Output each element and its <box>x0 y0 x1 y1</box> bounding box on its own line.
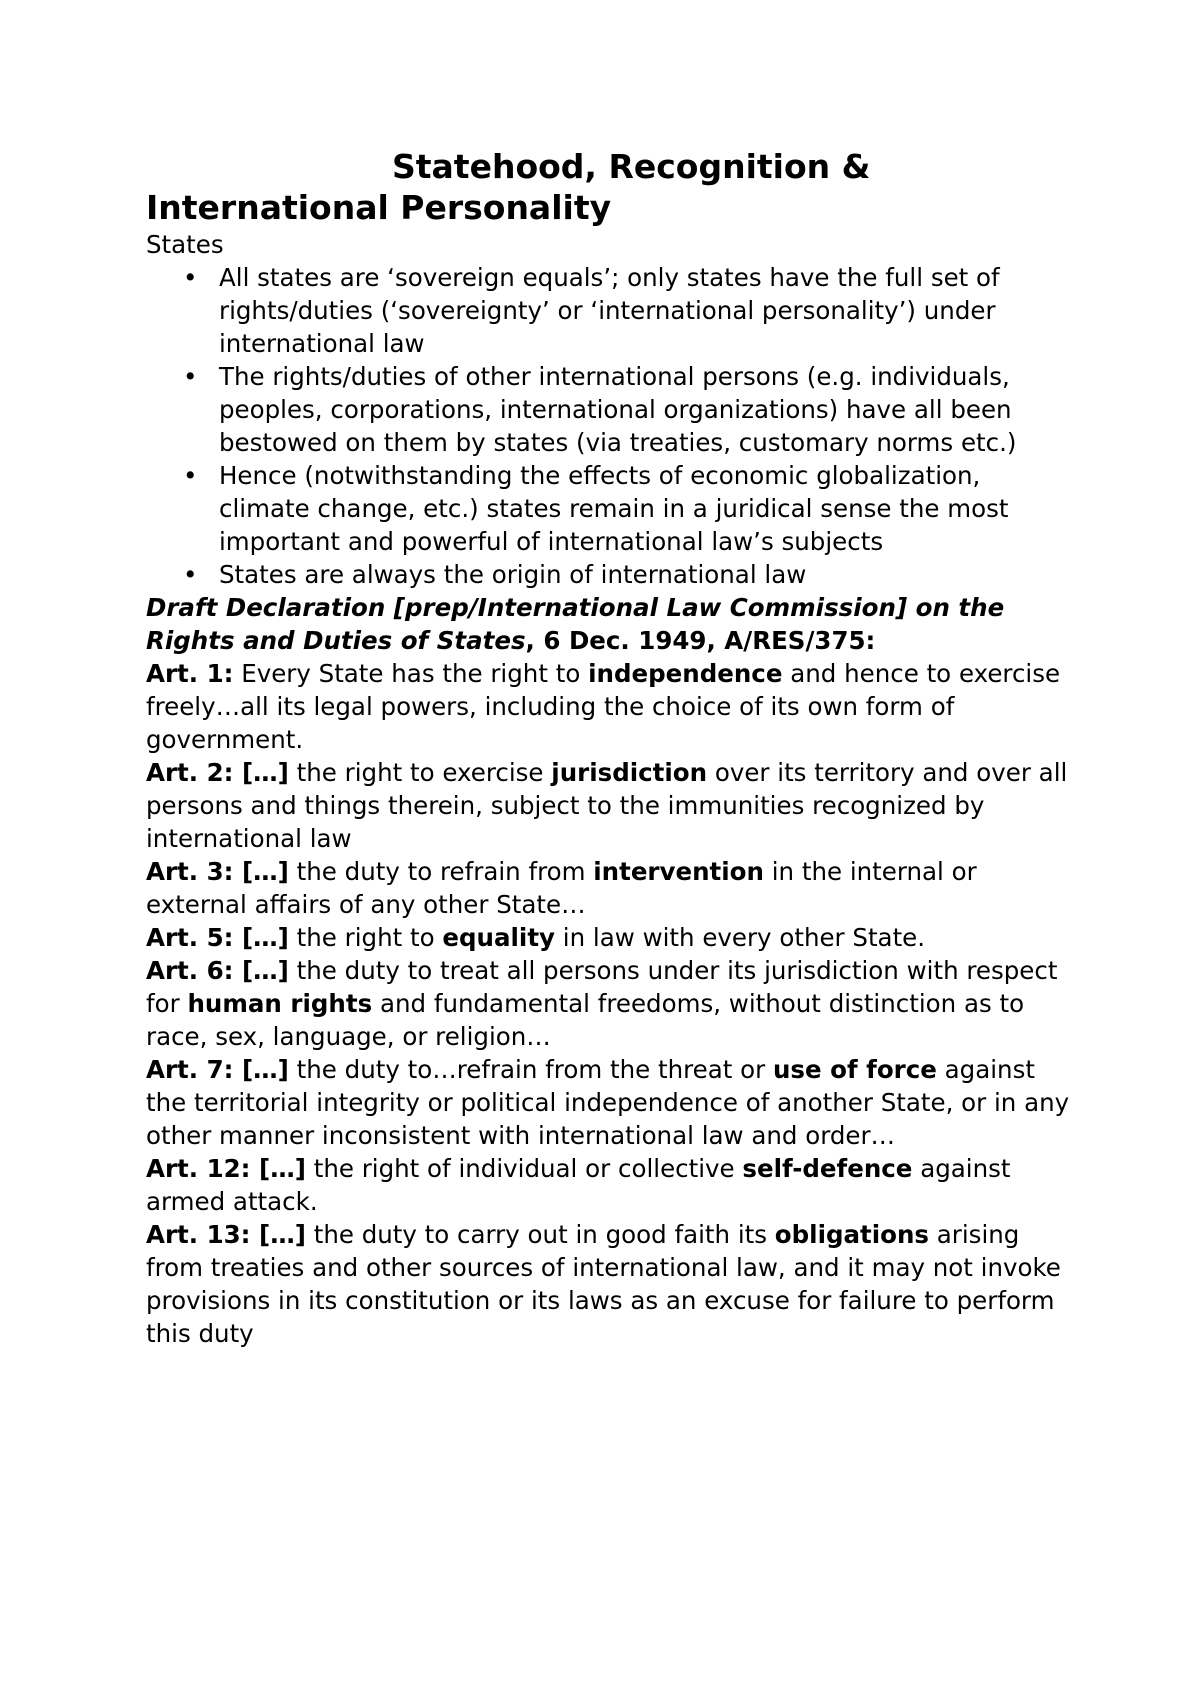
article-key-term: self-defence <box>742 1154 913 1183</box>
declaration-heading <box>146 591 1076 657</box>
bullet-icon: • <box>183 263 198 292</box>
article-text: the duty to…refrain from the threat or <box>288 1055 773 1084</box>
article-text: the right to <box>288 923 443 952</box>
article-text: against armed attack. <box>146 1154 1011 1216</box>
article-label: Art. 5: […] <box>146 923 289 952</box>
article-key-term: equality <box>442 923 556 952</box>
article-1 <box>146 657 1076 756</box>
list-item <box>146 459 1076 558</box>
article-key-term: jurisdiction <box>551 758 708 787</box>
article-key-term: obligations <box>774 1220 929 1249</box>
title-line-1: Statehood, Recognition & <box>392 147 871 186</box>
article-text: Every State has the right to <box>233 659 589 688</box>
article-key-term: use of force <box>772 1055 937 1084</box>
article-label: Art. 2: […] <box>146 758 289 787</box>
article-text: the duty to carry out in good faith its <box>305 1220 775 1249</box>
article-12 <box>146 1152 1076 1218</box>
bullet-text: Hence (notwithstanding the effects of economic globalization, climate change, etc.) states remain in a juridical sense the most important and powerful of international law’s subjects <box>219 461 1009 556</box>
article-text: the duty to refrain from <box>288 857 594 886</box>
article-key-term: intervention <box>593 857 764 886</box>
article-text: in law with every other State. <box>555 923 926 952</box>
states-bullet-list <box>146 261 1076 591</box>
bullet-text: States are always the origin of international law <box>219 560 807 589</box>
article-text: arising from treaties and other sources of international law, and it may not invoke provisions in its constitution or its laws as an excuse for failure to perform this duty <box>146 1220 1061 1348</box>
declaration-title: Draft Declaration [prep/International Law Commission] on the Rights and Duties of States <box>146 593 1005 655</box>
document-body <box>146 146 1076 1350</box>
article-label: Art. 1: <box>146 659 234 688</box>
article-label: Art. 13: […] <box>146 1220 306 1249</box>
list-item <box>146 360 1076 459</box>
article-text: the duty to treat all persons under its jurisdiction with respect for <box>146 956 1058 1018</box>
article-5 <box>146 921 1076 954</box>
list-item <box>146 261 1076 360</box>
bullet-icon: • <box>183 560 198 589</box>
article-text: in the internal or external affairs of any other State… <box>146 857 977 919</box>
title-line-2: International Personality <box>146 188 612 227</box>
declaration-date: , 6 Dec. 1949, A/RES/375: <box>525 626 876 655</box>
article-label: Art. 12: […] <box>146 1154 306 1183</box>
article-6 <box>146 954 1076 1053</box>
article-text: and hence to exercise freely…all its legal powers, including the choice of its own form of government. <box>146 659 1061 754</box>
article-2 <box>146 756 1076 855</box>
article-text: over its territory and over all persons and things therein, subject to the immunities recognized by international law <box>146 758 1068 853</box>
article-text: against the territorial integrity or political independence of another State, or in any other manner inconsistent with international law and order… <box>146 1055 1070 1150</box>
article-label: Art. 3: […] <box>146 857 289 886</box>
bullet-icon: • <box>183 362 198 391</box>
article-label: Art. 7: […] <box>146 1055 289 1084</box>
article-key-term: human rights <box>187 989 373 1018</box>
bullet-text: All states are ‘sovereign equals’; only states have the full set of rights/duties (‘sovereignty’ or ‘international personality’) under international law <box>219 263 1000 358</box>
article-key-term: independence <box>588 659 783 688</box>
bullet-text: The rights/duties of other international persons (e.g. individuals, peoples, corporations, international organizations) have all been bestowed on them by states (via treaties, customary norms etc.) <box>219 362 1017 457</box>
page-title <box>146 146 1076 228</box>
list-item <box>146 558 1076 591</box>
article-text: the right to exercise <box>288 758 552 787</box>
article-text: the right of individual or collective <box>305 1154 743 1183</box>
bullet-icon: • <box>183 461 198 490</box>
article-7 <box>146 1053 1076 1152</box>
section-heading-states: States <box>146 230 224 259</box>
article-13 <box>146 1218 1076 1350</box>
article-text: and fundamental freedoms, without distinction as to race, sex, language, or religion… <box>146 989 1025 1051</box>
article-label: Art. 6: […] <box>146 956 289 985</box>
article-3 <box>146 855 1076 921</box>
